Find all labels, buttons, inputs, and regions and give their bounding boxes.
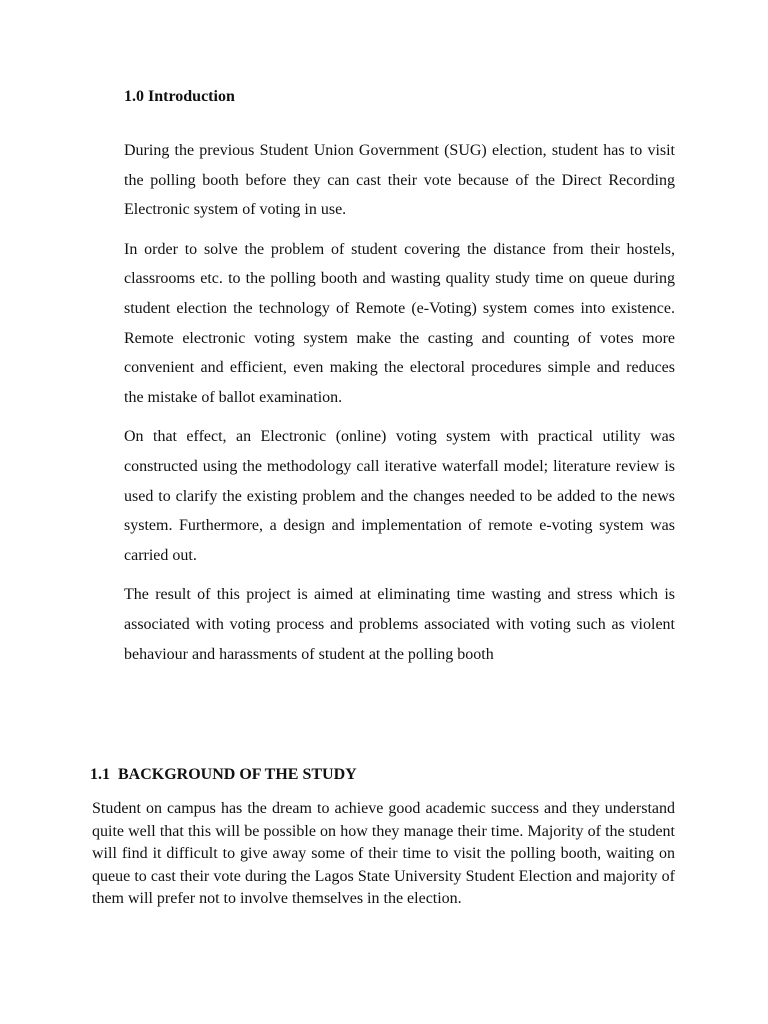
intro-paragraph-1: During the previous Student Union Government (SUG) election, student has to visit the polling booth before they can cast their vote because of the Direct Recording Electronic system of voting in use. — [124, 142, 675, 219]
intro-paragraph-2: In order to solve the problem of student covering the distance from their hostels, classrooms etc. to the polling booth and wasting quality study time on queue during student election the technology of Remote (e-Voting) system comes into existence. Remote electronic voting system make the casting and counting of votes more convenient and efficient, even making the electoral procedures simple and reduces the mistake of ballot examination. — [124, 240, 675, 406]
introduction-section — [124, 136, 675, 679]
introduction-heading: 1.0 Introduction — [124, 88, 235, 105]
intro-paragraph-4: The result of this project is aimed at eliminating time wasting and stress which is associated with voting process and problems associated with voting such as violent behaviour and harassments of student at the polling booth — [124, 586, 675, 663]
background-paragraph: Student on campus has the dream to achieve good academic success and they understand quite well that this will be possible on how they manage their time. Majority of the student will find it difficult to give away some of their time to visit the polling booth, waiting on queue to cast their vote during the Lagos State University Student Election and majority of them will prefer not to involve themselves in the election. — [92, 800, 675, 908]
intro-paragraph-3: On that effect, an Electronic (online) voting system with practical utility was constructed using the methodology call iterative waterfall model; literature review is used to clarify the existing problem and the changes needed to be added to the news system. Furthermore, a design and implementation of remote e-voting system was carried out. — [124, 428, 675, 564]
background-heading: 1.1 BACKGROUND OF THE STUDY — [90, 766, 357, 783]
background-section — [92, 798, 675, 911]
